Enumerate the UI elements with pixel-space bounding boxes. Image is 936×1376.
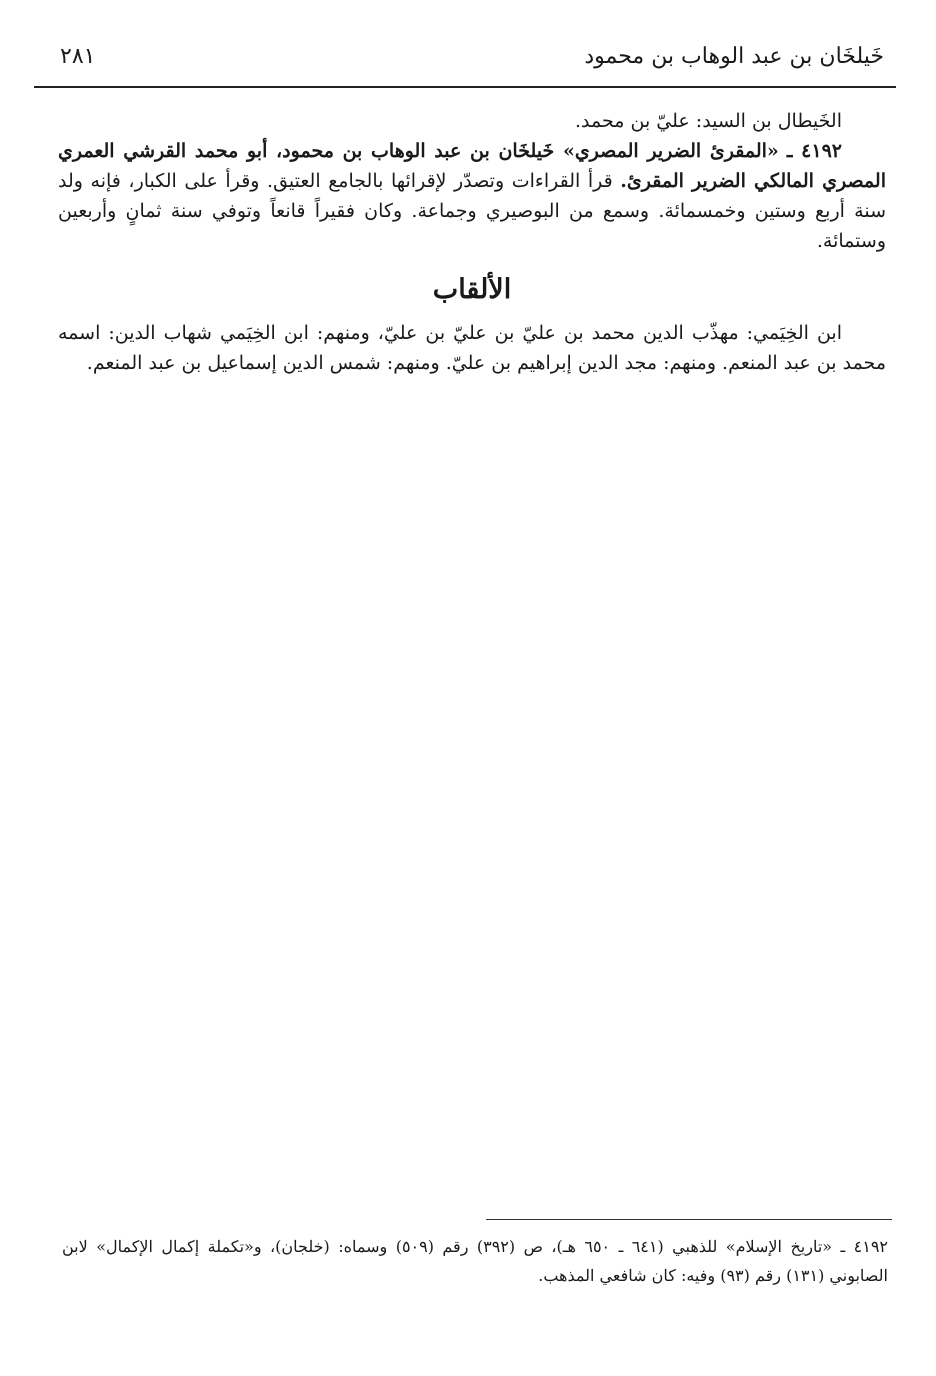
page-number: ٢٨١ <box>60 44 96 69</box>
footnote: ٤١٩٢ ـ «تاريخ الإسلام» للذهبي (٦٤١ ـ ٦٥٠ هـ)، ص (٣٩٢) رقم (٥٠٩) وسماه: (خلجان)، و«تكملة إكمال الإكمال» لابن الصابوني (١٣١) رقم (٩٣) وفيه: كان شافعي المذهب. <box>62 1237 889 1285</box>
biography-entry <box>58 136 886 256</box>
entry-number: ٤١٩٢ ـ <box>786 140 842 162</box>
cross-reference-paragraph: الخَيطال بن السيد: عليّ بن محمد. <box>575 110 842 132</box>
main-text <box>58 106 886 378</box>
section-heading: الألقاب <box>432 274 512 305</box>
entry-body: قرأ القراءات وتصدّر لإقرائها بالجامع العتيق. وقرأ على الكبار، فإنه ولد سنة أربع وستين وخمسمائة. وسمع من البوصيري وجماعة. وكان فقيراً قانعاً وتوفي سنة ثمانٍ وأربعين وستمائة. <box>58 170 886 252</box>
footnote-divider <box>486 1219 892 1220</box>
alqab-paragraph: ابن الخِيَمي: مهذّب الدين محمد بن عليّ بن عليّ بن عليّ، ومنهم: ابن الخِيَمي شهاب الدين: اسمه محمد بن عبد المنعم. ومنهم: مجد الدين إبراهيم بن عليّ. ومنهم: شمس الدين إسماعيل بن عبد المنعم. <box>58 322 886 374</box>
footnotes <box>62 1232 888 1290</box>
header-divider <box>34 86 896 88</box>
entry-name: «المقرئ الضرير المصري» خَيلخَان بن عبد الوهاب بن محمود، أبو محمد القرشي العمري المصري المالكي الضرير المقرئ. <box>58 140 886 192</box>
running-title: خَيلخَان بن عبد الوهاب بن محمود <box>584 44 884 69</box>
page-header <box>40 38 892 82</box>
